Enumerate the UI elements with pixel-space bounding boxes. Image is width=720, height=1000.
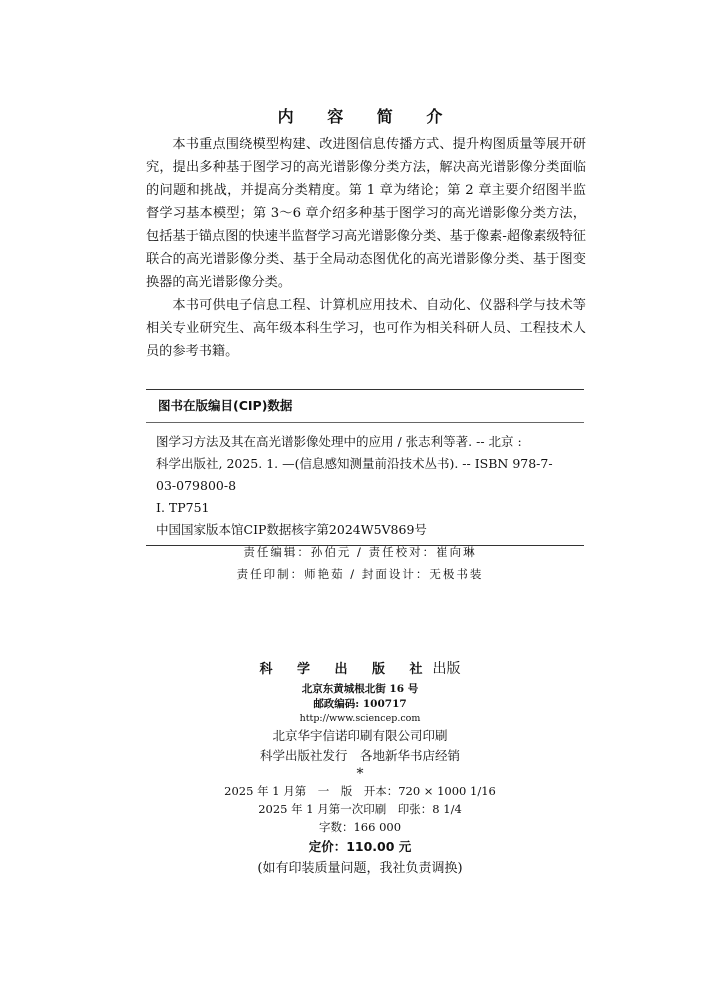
cip-line: 图学习方法及其在高光谱影像处理中的应用 / 张志利等著. -- 北京 : [156, 434, 522, 449]
publisher-line [0, 658, 720, 678]
publisher-section [0, 658, 720, 880]
cip-line: 03-079800-8 [156, 478, 237, 493]
summary-paragraph: 本书重点围绕模型构建、改进图信息传播方式、提升构图质量等展开研究，提出多种基于图学习的高光谱影像分类方法，解决高光谱影像分类面临的问题和挑战，并提高分类精度。第 1 章为绪论；第 2 章主要介绍图半监督学习基本模型；第 3～6 章介绍多种基于图学习的高光谱影像分类方法，包括基于锚点图的快速半监督学习高光谱影像分类、基于像素-超像素级特征联合的高光谱影像分类、基于全局动态图优化的高光谱影像分类、基于图变换器的高光谱影像分类。 [146, 137, 586, 290]
credits-section [0, 541, 720, 585]
publisher-postcode: 邮政编码: 100717 [313, 698, 407, 710]
printing-line: 2025 年 1 月第一次印刷 印张：8 1/4 [258, 802, 462, 816]
credit-line: 责任编辑：孙伯元 / 责任校对：崔向琳 [243, 545, 477, 559]
publisher-name: 科 学 出 版 社 [259, 662, 433, 677]
separator-star: * [356, 766, 364, 782]
cip-line: Ⅰ. TP751 [156, 500, 210, 515]
summary-section [146, 133, 586, 363]
cip-body [146, 431, 584, 541]
cip-heading: 图书在版编目(CIP)数据 [158, 398, 293, 413]
cip-line: 中国国家版本馆CIP数据核字第2024W5V869号 [156, 522, 427, 537]
distribution-line: 科学出版社发行 各地新华书店经销 [259, 748, 460, 763]
credit-line: 责任印制：师艳茹 / 封面设计：无极书装 [236, 567, 484, 581]
price: 定价：110.00 元 [308, 839, 412, 854]
page-title: 内 容 简 介 [277, 107, 457, 126]
cip-block [146, 389, 584, 546]
publisher-address: 北京东黄城根北街 16 号 [301, 683, 419, 695]
printer-line: 北京华宇信诺印刷有限公司印刷 [272, 728, 448, 743]
cip-divider [146, 422, 584, 423]
word-count: 字数：166 000 [318, 820, 402, 834]
cip-line: 科学出版社, 2025. 1. —(信息感知测量前沿技术丛书). -- ISBN 978-7- [156, 456, 553, 471]
publisher-suffix: 出版 [432, 661, 461, 677]
publisher-url: http://www.sciencep.com [299, 713, 421, 724]
edition-line: 2025 年 1 月第 一 版 开本：720 × 1000 1/16 [224, 784, 496, 798]
summary-paragraph: 本书可供电子信息工程、计算机应用技术、自动化、仪器科学与技术等相关专业研究生、高年级本科生学习，也可作为相关科研人员、工程技术人员的参考书籍。 [146, 298, 586, 359]
quality-note: (如有印装质量问题，我社负责调换) [257, 861, 463, 876]
